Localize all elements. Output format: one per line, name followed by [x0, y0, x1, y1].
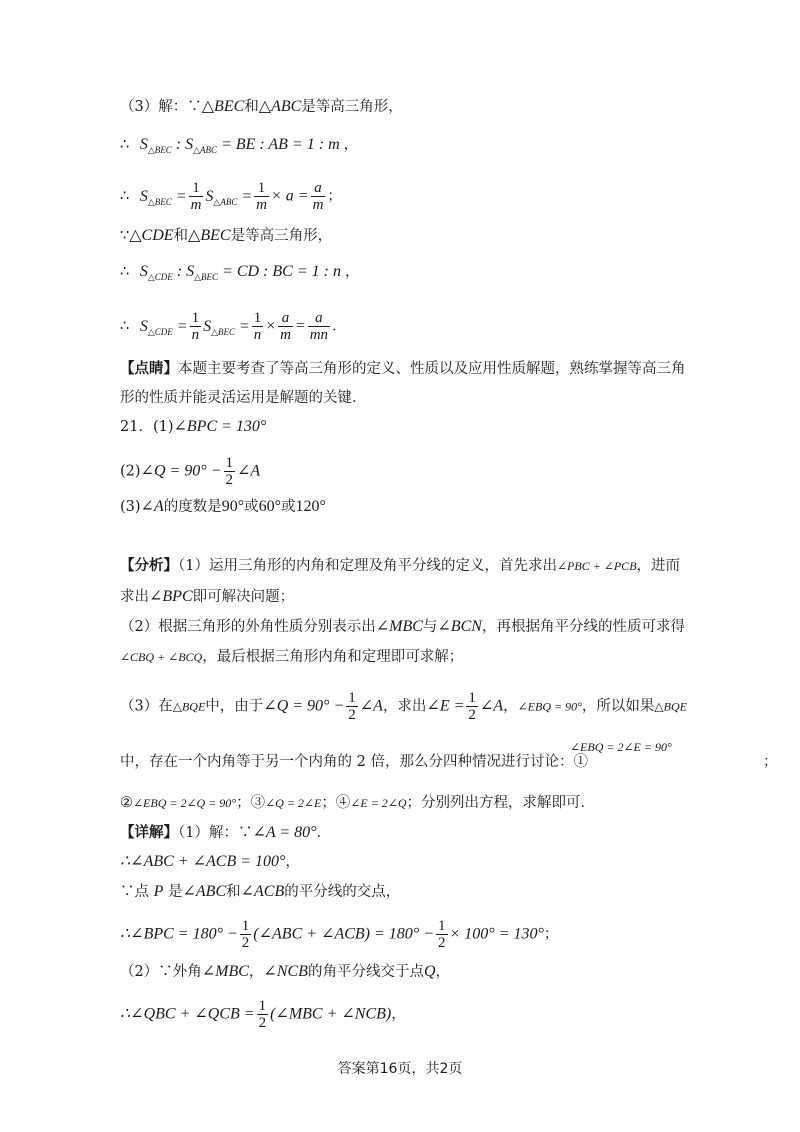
comment-line1: 【点睛】本题主要考查了等高三角形的定义、性质以及应用性质解题，熟练掌握等高三角: [120, 360, 686, 377]
analysis-line5: （3）在△BQE中，由于∠Q = 90° − $\frac{1}{2}$ ∠A，求出∠E = $\frac{1}{2}$ ∠A，∠EBQ = 90°，所以如果△BQE: [120, 690, 687, 723]
analysis-line6-top: ∠EBQ = 2∠E = 90°: [570, 740, 672, 754]
p3-line1: （3）解：∵△BEC和△ABC是等高三角形，: [120, 98, 403, 115]
detail-line4: ∴∠BPC = 180° − $\frac{1}{2}$ (∠ABC + ∠ACB) = 180° − $\frac{1}{2}$ × 100° = 130°；: [120, 918, 559, 951]
analysis-line4: ∠CBQ + ∠BCQ，最后根据三角形内角和定理即可求解；: [120, 649, 464, 665]
p3-line6: ∴ $S_{\triangle CDE}$ = $\frac{1}{n}$ $S_{\triangle BEC}$ = $\frac{1}{n}$ × $\frac{a}{m}$ = $\frac{a}{mn}$ ．: [120, 310, 347, 343]
q21-answer3: (3)∠A的度数是90°或60°或120°: [120, 498, 326, 515]
p3-line3: ∴ $S_{\triangle BEC}$ = $\frac{1}{m}$ $S_{\triangle ABC}$ = $\frac{1}{m}$ × a = $\frac{a}{m}$ ；: [120, 180, 342, 213]
comment-line2: 形的性质并能灵活运用是解题的关键．: [120, 390, 367, 406]
q21-answer1: 21．(1)∠BPC = 130°: [120, 418, 267, 435]
p3-line5: ∴ $S_{\triangle CDE}$ : $S_{\triangle BEC}$ = CD : BC = 1 : n ，: [120, 263, 360, 282]
analysis-line3: （2）根据三角形的外角性质分别表示出∠MBC与∠BCN，再根据角平分线的性质可求得: [120, 618, 685, 635]
analysis-line6: 中，存在一个内角等于另一个内角的 2 倍，那么分四种情况进行讨论：① ；: [120, 754, 778, 770]
detail-line3: ∵点 P 是∠ABC和∠ACB的平分线的交点，: [120, 883, 401, 900]
detail-line1: 【详解】（1）解：∵∠A = 80°．: [120, 824, 332, 841]
detail-line6: ∴∠QBC + ∠QCB = $\frac{1}{2}$ (∠MBC + ∠NCB)，: [120, 998, 406, 1031]
detail-line2: ∴∠ABC + ∠ACB = 100°，: [120, 853, 300, 870]
analysis-line2: 求出∠BPC即可解决问题；: [120, 588, 295, 605]
analysis-line1: 【分析】（1）运用三角形的内角和定理及角平分线的定义，首先求出∠PBC + ∠PCB，进而: [120, 557, 681, 574]
p3-line4: ∵△CDE和△BEC是等高三角形，: [120, 227, 333, 244]
p3-line2: ∴ $S_{\triangle BEC}$ : $S_{\triangle ABC}$ = BE : AB = 1 : m ，: [120, 136, 359, 155]
detail-line5: （2）∵外角∠MBC，∠NCB的角平分线交于点Q，: [120, 963, 451, 980]
analysis-line7: ②∠EBQ = 2∠Q = 90°；③∠Q = 2∠E；④∠E = 2∠Q；分别列出方程，求解即可．: [120, 795, 596, 811]
page-footer: 答案第16页，共2页: [337, 1061, 463, 1077]
q21-answer2: (2)∠Q = 90° − $\frac{1}{2}$ ∠A: [120, 455, 261, 488]
